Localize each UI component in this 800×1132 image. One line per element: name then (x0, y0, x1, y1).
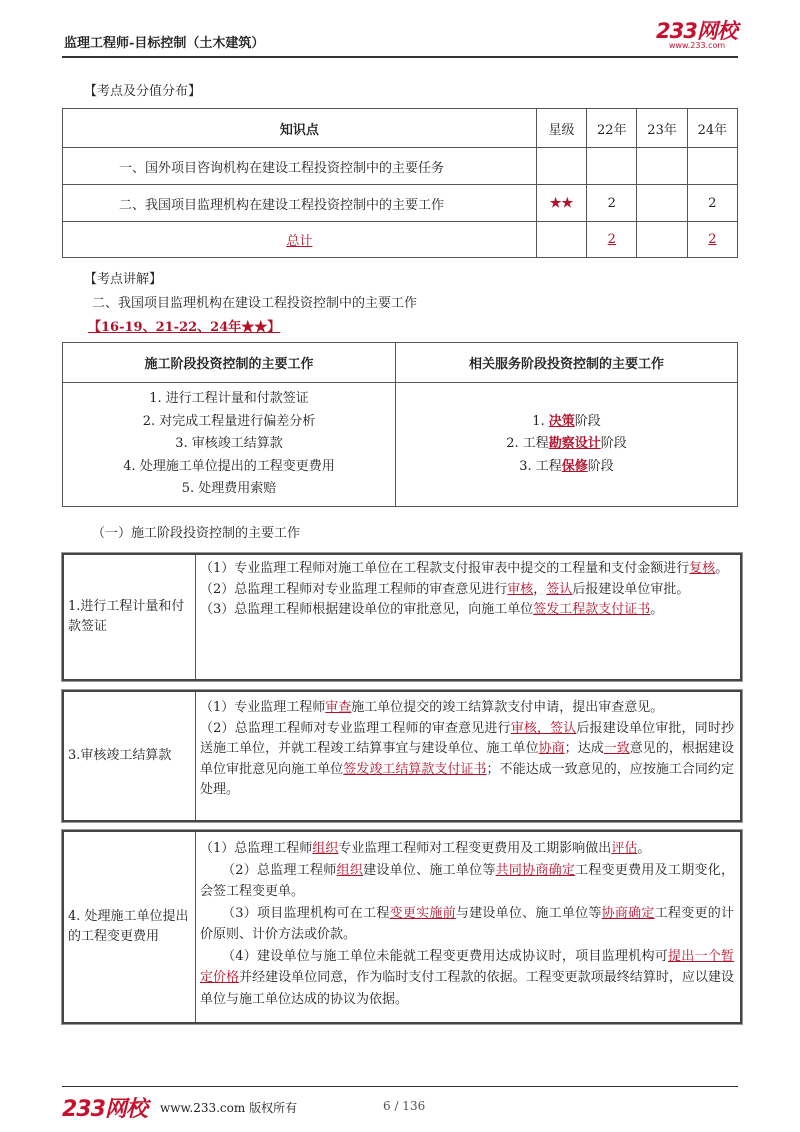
section-heading-explain: 【考点讲解】 (84, 272, 163, 287)
footer-copyright: www.233.com 版权所有 (160, 1101, 298, 1115)
header-topic: 知识点 (63, 109, 537, 148)
section-heading-scores: 【考点及分值分布】 (84, 84, 202, 99)
box-final-settlement (62, 690, 742, 822)
box-body: （1）专业监理工程师对施工单位在工程款支付报审表中提交的工程量和支付金额进行复核。 （2）总监理工程师对专业监理工程师的审查意见进行审核，签认后报建设单位审批。 （3）总监理工程师根据建设单位的审批意见，向施工单位签发工程款支付证书。 (200, 561, 729, 617)
row-y24: 2 (687, 185, 737, 222)
list-item: 4. 处理施工单位提出的工程变更费用 (123, 458, 335, 474)
box-body: （1）专业监理工程师审查施工单位提交的竣工结算款支付申请，提出审查意见。 （2）总监理工程师对专业监理工程师的审查意见进行审核，签认后报建设单位审批，同时抄送施工单位，并就工程竣工结算事宜与建设单位、施工单位协商；达成一致意见的，根据建设单位审批意见向施工单位签发竣工结算款支付证书；不能达成一致意见的，应按施工合同约定处理。 (200, 700, 734, 797)
score-table (62, 108, 738, 258)
list-item: 3. 审核竣工结算款 (175, 436, 283, 452)
list-item: 2. 对完成工程量进行偏差分析 (142, 413, 316, 429)
row-y23 (637, 148, 687, 185)
row-y22: 2 (587, 185, 637, 222)
header-stars: 星级 (536, 109, 586, 148)
list-item: 3. 工程保修阶段 (519, 458, 614, 474)
footer-logo: 233网校 (62, 1097, 147, 1122)
document-title: 监理工程师-目标控制（土木建筑） (64, 36, 265, 51)
section-subheading: 二、我国项目监理机构在建设工程投资控制中的主要工作 (92, 296, 418, 311)
section-heading-construction: （一）施工阶段投资控制的主要工作 (92, 526, 301, 541)
total-y24: 2 (708, 232, 717, 247)
exam-years-tag: 【16-19、21-22、24年★★】 (88, 320, 281, 335)
header-y22: 22年 (587, 109, 637, 148)
header-y24: 24年 (687, 109, 737, 148)
header-rule (62, 56, 738, 58)
logo-url: www.233.com (668, 41, 726, 50)
box-payment-certification (62, 553, 742, 681)
total-label: 总计 (286, 234, 313, 249)
list-item: 5. 处理费用索赔 (181, 481, 277, 497)
table-row (63, 148, 738, 185)
box-body: （1）总监理工程师组织专业监理工程师对工程变更费用及工期影响做出评估。 （2）总监理工程师组织建设单位、施工单位等共同协商确定工程变更费用及工期变化，会签工程变更单。 （3）项目监理机构可在工程变更实施前与建设单位、施工单位等协商确定工程变更的计价原则、计价方法或价款。 （4）建设单位与施工单位未能就工程变更费用达成协议时，项目监理机构可提出一个暂定价格并经建设单位同意，作为临时支付工程款的依据。工程变更款项最终结算时，应以建设单位与施工单位达成的协议为依据。 (200, 841, 734, 1007)
box-label: 4. 处理施工单位提出的工程变更费用 (64, 832, 196, 1022)
box-label: 1.进行工程计量和付款签证 (64, 555, 196, 679)
box-label: 3.审核竣工结算款 (64, 692, 196, 820)
list-item: 2. 工程勘察设计阶段 (506, 436, 627, 452)
compare-right-header: 相关服务阶段投资控制的主要工作 (396, 343, 738, 383)
footer-rule (62, 1086, 738, 1087)
header-y23: 23年 (637, 109, 687, 148)
row-y22 (587, 148, 637, 185)
table-row (63, 185, 738, 222)
row-topic: 一、国外项目咨询机构在建设工程投资控制中的主要任务 (63, 148, 537, 185)
row-y24 (687, 148, 737, 185)
total-row (63, 222, 738, 258)
table-header-row (63, 109, 738, 148)
list-item: 1. 进行工程计量和付款签证 (149, 391, 309, 407)
compare-left-header: 施工阶段投资控制的主要工作 (63, 343, 396, 383)
row-stars: ★★ (536, 185, 586, 222)
compare-table (62, 342, 738, 507)
logo-text: 233网校 (656, 19, 737, 43)
list-item: 1. 决策阶段 (532, 413, 601, 429)
total-y22: 2 (607, 232, 616, 247)
page-number: 6 / 136 (383, 1099, 426, 1113)
brand-logo (656, 20, 738, 56)
compare-left-list (63, 383, 396, 507)
row-topic: 二、我国项目监理机构在建设工程投资控制中的主要工作 (63, 185, 537, 222)
box-change-costs (62, 830, 742, 1024)
compare-right-list (396, 383, 738, 507)
row-stars (536, 148, 586, 185)
row-y23 (637, 185, 687, 222)
